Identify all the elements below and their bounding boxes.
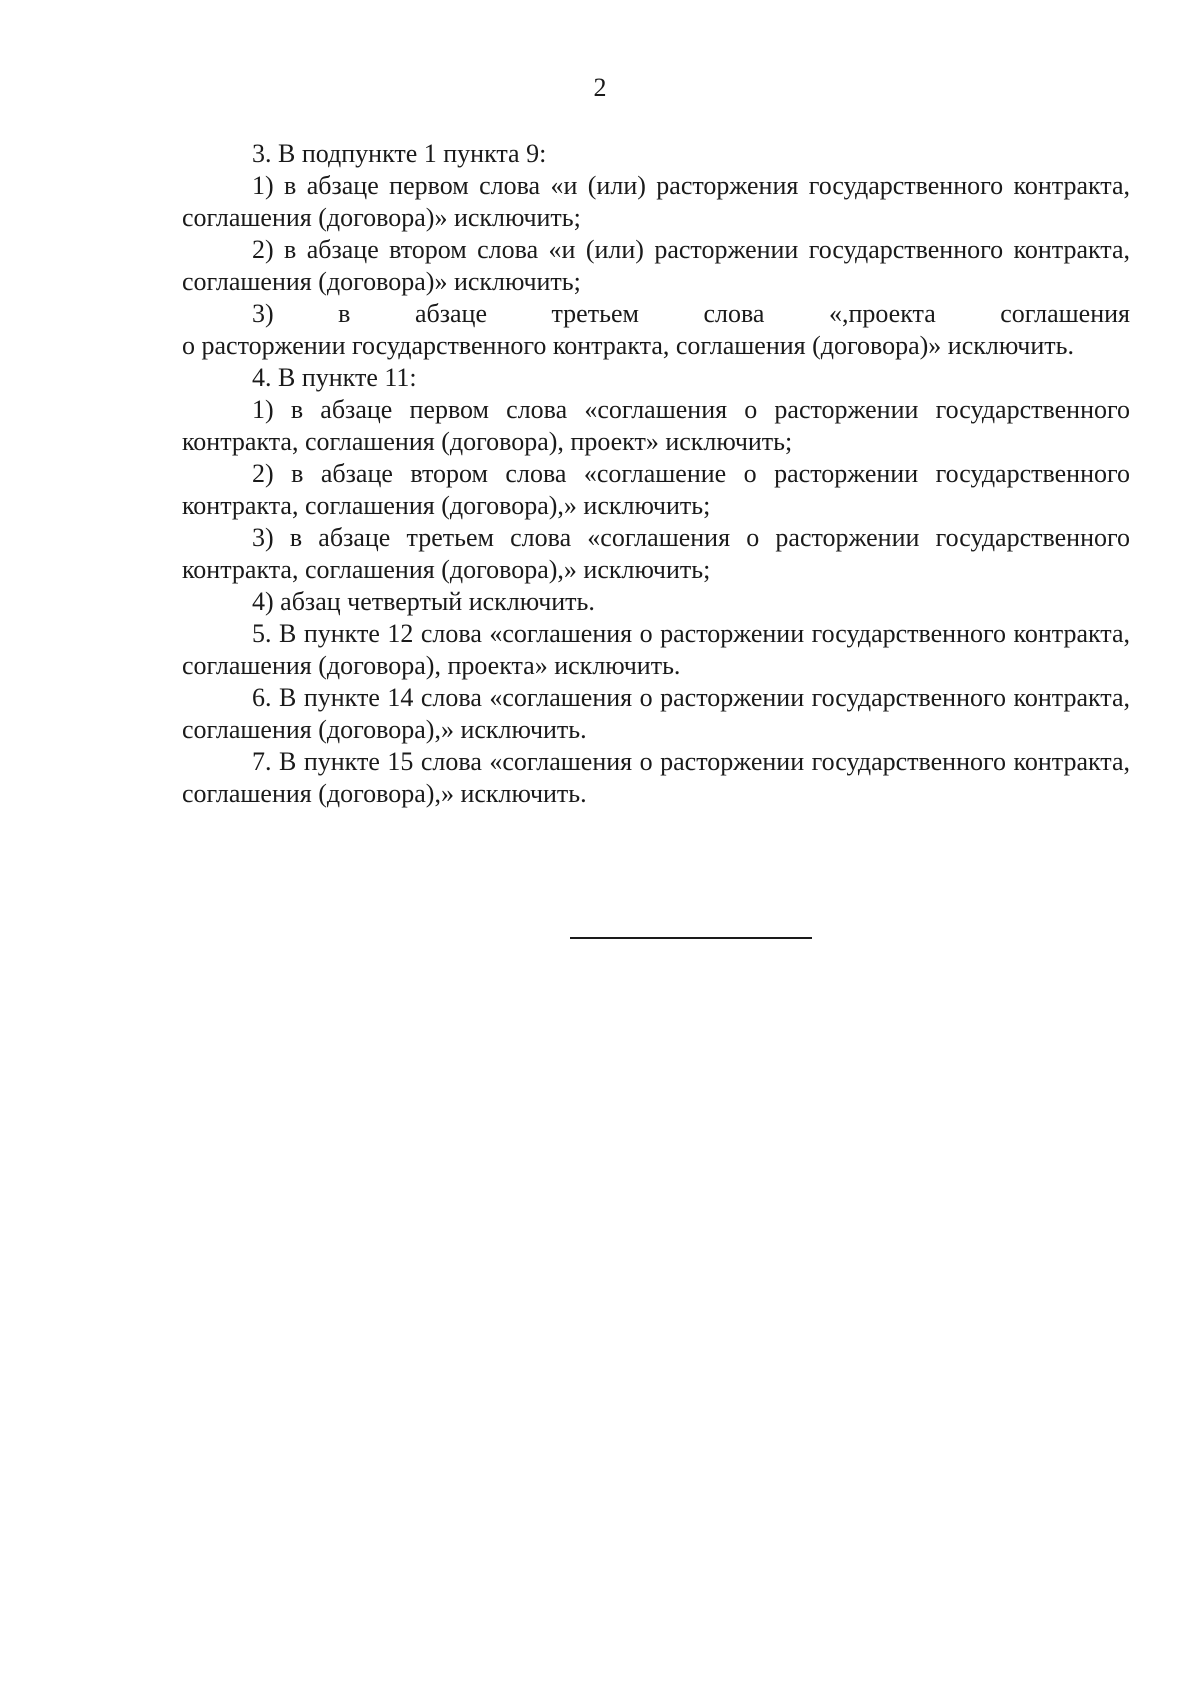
paragraph-item-4-subitem-4: 4) абзац четвертый исключить. xyxy=(252,587,595,616)
paragraph-subitem-3-line-1: 3) в абзаце третьем слова «,проекта соглашения xyxy=(252,299,1130,328)
paragraph-subitem-1: 1) в абзаце первом слова «и (или) расторжения государственного контракта, соглашения (договора)» исключить; xyxy=(182,171,1130,232)
paragraph-item-4-subitem-2: 2) в абзаце втором слова «соглашение о расторжении государственного контракта, соглашения (договора),» исключить; xyxy=(182,459,1130,520)
paragraph-subitem-3-line-2: о расторжении государственного контракта, соглашения (договора)» исключить. xyxy=(182,331,1075,360)
paragraph-item-4-heading: 4. В пункте 11: xyxy=(252,363,417,392)
paragraph-item-7: 7. В пункте 15 слова «соглашения о расторжении государственного контракта, соглашения (договора),» исключить. xyxy=(182,747,1130,808)
paragraph-item-4-subitem-1: 1) в абзаце первом слова «соглашения о расторжении государственного контракта, соглашения (договора), проект» исключить; xyxy=(182,395,1130,456)
paragraph-item-4-subitem-3: 3) в абзаце третьем слова «соглашения о расторжении государственного контракта, соглашения (договора),» исключить; xyxy=(182,523,1130,584)
paragraph-subitem-2: 2) в абзаце втором слова «и (или) расторжении государственного контракта, соглашения (договора)» исключить; xyxy=(182,235,1130,296)
paragraph-item-3-heading: 3. В подпункте 1 пункта 9: xyxy=(252,139,547,168)
page-number: 2 xyxy=(593,73,607,102)
document-body xyxy=(182,138,1130,810)
paragraph-item-6: 6. В пункте 14 слова «соглашения о расторжении государственного контракта, соглашения (договора),» исключить. xyxy=(182,683,1130,744)
end-of-text-rule xyxy=(570,937,812,939)
paragraph-item-5: 5. В пункте 12 слова «соглашения о расторжении государственного контракта, соглашения (договора), проекта» исключить. xyxy=(182,619,1130,680)
